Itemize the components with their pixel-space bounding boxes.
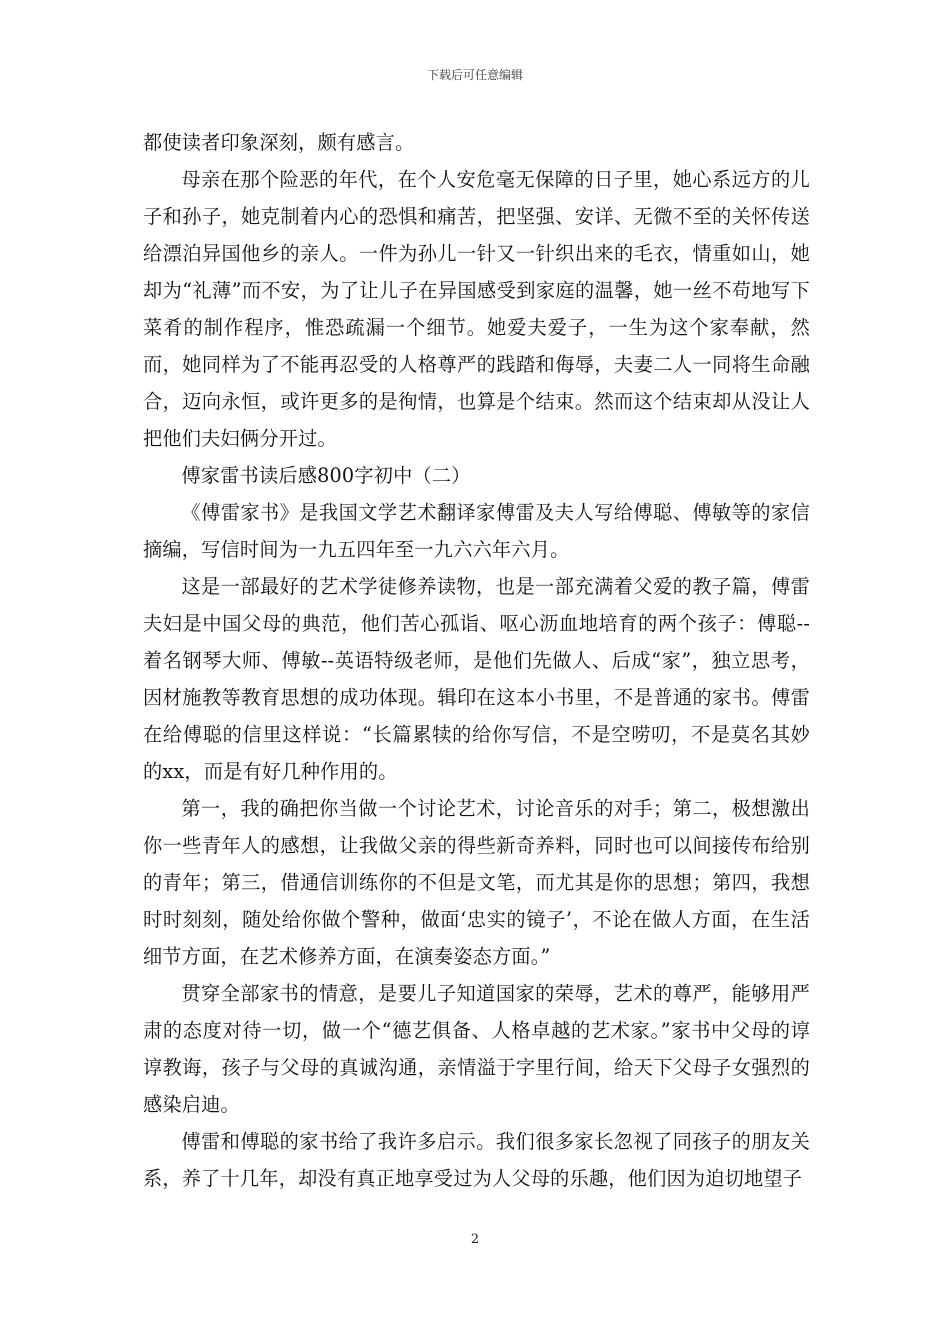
page-header: 下载后可任意编辑 bbox=[426, 68, 523, 82]
section-heading: 傅家雷书读后感800字初中（二） bbox=[181, 464, 471, 487]
document-body bbox=[143, 124, 810, 1197]
paragraph: 贯穿全部家书的情意，是要儿子知道国家的荣辱，艺术的尊严，能够用严肃的态度对待一切，做一个“德艺俱备、人格卓越的艺术家。”家书中父母的谆谆教诲，孩子与父母的真诚沟通，亲情溢于字里行间，给天下父母子女强烈的感染启迪。 bbox=[143, 982, 810, 1116]
paragraph: 都使读者印象深刻，颇有感言。 bbox=[143, 131, 415, 154]
page-number: 2 bbox=[470, 1232, 480, 1247]
paragraph: 这是一部最好的艺术学徒修养读物，也是一部充满着父爱的教子篇，傅雷夫妇是中国父母的典范，他们苦心孤诣、呕心沥血地培育的两个孩子：傅聪--着名钢琴大师、傅敏--英语特级老师，是他们先做人、后成“家”，独立思考，因材施教等教育思想的成功体现。辑印在这本小书里，不是普通的家书。傅雷在给傅聪的信里这样说：“长篇累犊的给你写信，不是空唠叨，不是莫名其妙的xx，而是有好几种作用的。 bbox=[143, 575, 810, 783]
paragraph: 傅雷和傅聪的家书给了我许多启示。我们很多家长忽视了同孩子的朋友关系，养了十几年，却没有真正地享受过为人父母的乐趣，他们因为迫切地望子 bbox=[143, 1130, 810, 1190]
paragraph: 《傅雷家书》是我国文学艺术翻译家傅雷及夫人写给傅聪、傅敏等的家信摘编，写信时间为一九五四年至一九六六年六月。 bbox=[143, 501, 810, 561]
paragraph: 第一，我的确把你当做一个讨论艺术，讨论音乐的对手；第二，极想激出你一些青年人的感想，让我做父亲的得些新奇养料，同时也可以间接传布给别的青年；第三，借通信训练你的不但是文笔，而尤其是你的思想；第四，我想时时刻刻，随处给你做个警种，做面‘忠实的镜子’，不论在做人方面，在生活细节方面，在艺术修养方面，在演奏姿态方面。” bbox=[143, 797, 810, 968]
paragraph: 母亲在那个险恶的年代，在个人安危毫无保障的日子里，她心系远方的儿子和孙子，她克制着内心的恐惧和痛苦，把坚强、安详、无微不至的关怀传送给漂泊异国他乡的亲人。一件为孙儿一针又一针织出来的毛衣，情重如山，她却为“礼薄”而不安，为了让儿子在异国感受到家庭的温馨，她一丝不苟地写下菜肴的制作程序，惟恐疏漏一个细节。她爱夫爱子，一生为这个家奉献，然而，她同样为了不能再忍受的人格尊严的践踏和侮辱，夫妻二人一同将生命融合，迈向永恒，或许更多的是徇情，也算是个结束。然而这个结束却从没让人把他们夫妇俩分开过。 bbox=[143, 168, 810, 450]
